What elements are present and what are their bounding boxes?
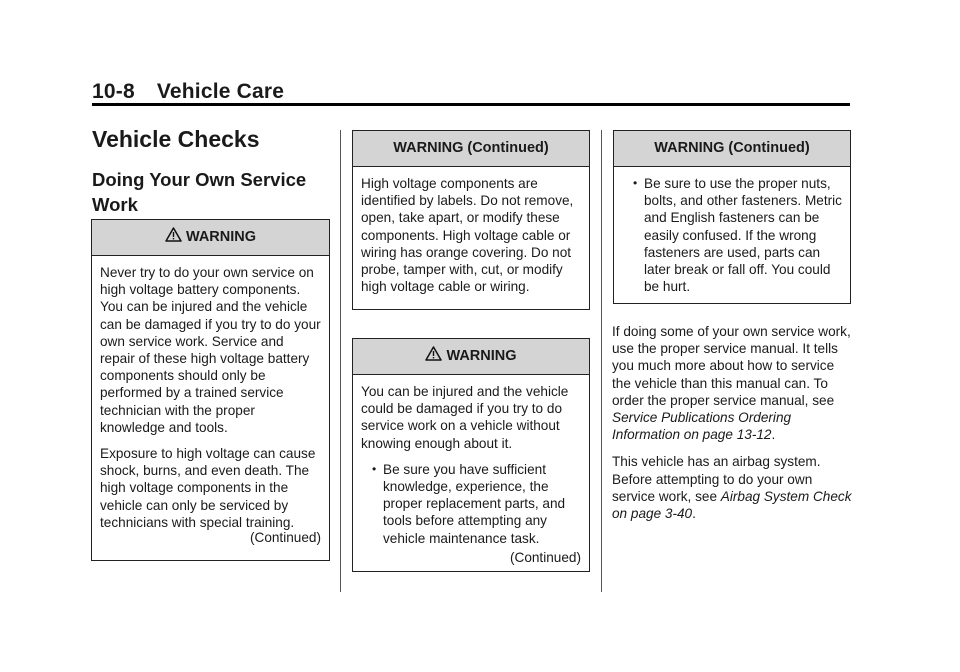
warning-paragraph: High voltage components are identified by labels. Do not remove, open, take apart, or modify these components. High voltage cable or wiring has orange covering. Do not probe, tamper with, cut, or modify high voltage cable or wiring. [361, 176, 574, 295]
continued-label: (Continued) [509, 549, 581, 565]
subsection-heading: Doing Your Own Service Work [92, 169, 307, 215]
warning-triangle-icon [425, 346, 442, 361]
warning-paragraph: Never try to do your own service on high voltage battery components. You can be injured and the vehicle can be damaged if you try to do your own service work. Service and repair of these high voltage battery components should only be performed by a trained service technician with the proper knowledge and tools. [100, 265, 321, 435]
warning-box-header [353, 339, 589, 375]
warning-box-4-continued [613, 130, 851, 304]
warning-paragraph: Exposure to high voltage can cause shock, burns, and even death. The high voltage components in the vehicle can only be serviced by technicians with special training. [100, 446, 316, 530]
column-divider-1 [340, 130, 341, 592]
warning-triangle-icon [165, 227, 182, 242]
continued-label: (Continued) [249, 530, 321, 546]
bullet-icon: • [633, 176, 638, 190]
warning-paragraph: You can be injured and the vehicle could be damaged if you try to do service work on a vehicle without knowing enough about it. [361, 384, 569, 451]
bullet-icon: • [372, 461, 377, 476]
list-item: • Be sure to use the proper nuts, bolts, and other fasteners. Metric and English fasteners can be easily confused. If the wrong fasteners are used, parts can later break or fall off. You could be hurt. [633, 176, 842, 295]
warning-box-2-continued [352, 130, 590, 310]
list-item: • Be sure you have sufficient knowledge, experience, the proper replacement parts, and tools before attempting any vehicle maintenance task. [372, 461, 566, 546]
section-heading: Vehicle Checks [92, 126, 260, 152]
warning-title: WARNING [185, 229, 257, 245]
warning-box-header: WARNING (Continued) [353, 131, 589, 167]
header-rule [92, 103, 850, 106]
body-paragraph: If doing some of your own service work, use the proper service manual. It tells you much more about how to service the vehicle than this manual can. To order the proper service manual, see Service Publications Ordering Information on page 13-12. [612, 324, 851, 443]
body-paragraph: This vehicle has an airbag system. Before attempting to do your own service work, see Airbag System Check on page 3-40. [612, 454, 852, 522]
bullet-list [622, 175, 842, 295]
section-title: Vehicle Care [156, 80, 285, 103]
cross-reference-link[interactable]: Service Publications Ordering Information on page 13-12 [612, 410, 792, 443]
warning-box-header: WARNING (Continued) [614, 131, 850, 167]
body-text [612, 323, 852, 532]
warning-box-1 [91, 219, 330, 561]
warning-box-3 [352, 338, 590, 572]
warning-title: WARNING [446, 348, 517, 364]
cross-reference-link[interactable]: Airbag System Check on page 3-40 [612, 488, 852, 522]
warning-box-header [92, 220, 329, 256]
column-divider-2 [601, 130, 602, 592]
page-number: 10-8 [92, 80, 135, 103]
running-header [92, 80, 284, 104]
bullet-list [361, 461, 581, 547]
